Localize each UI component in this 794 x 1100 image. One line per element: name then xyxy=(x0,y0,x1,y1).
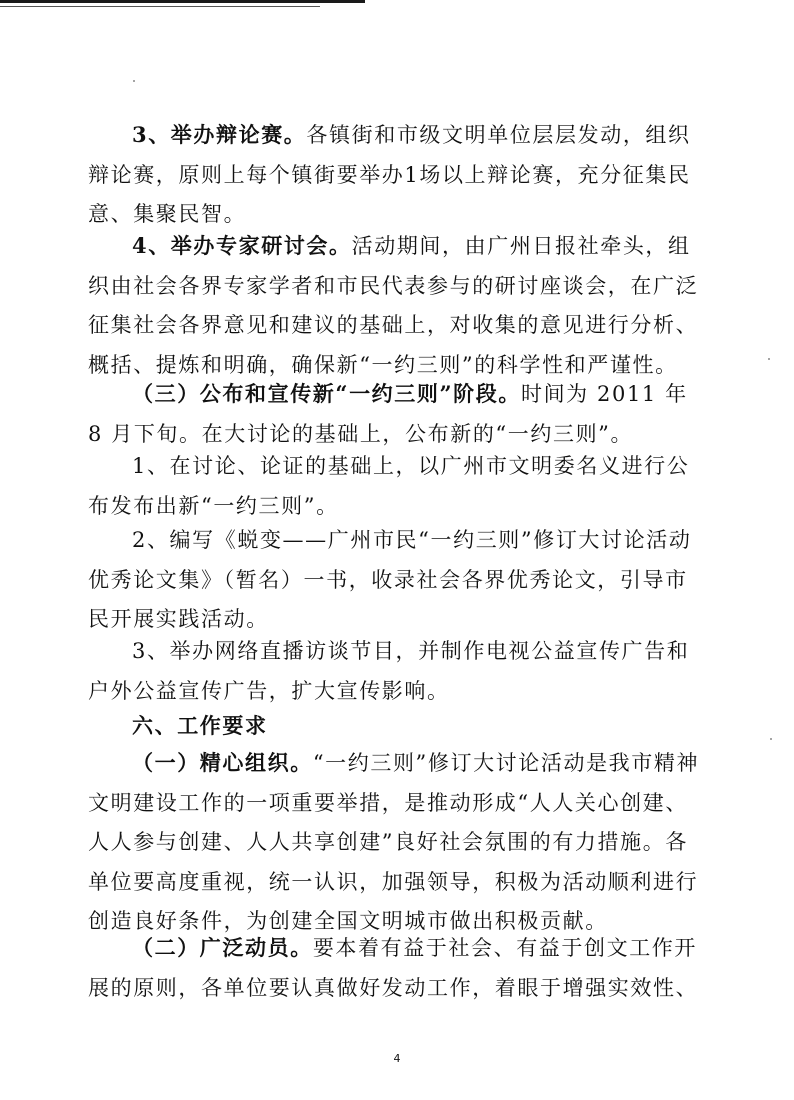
paragraph-item-1 xyxy=(88,447,708,526)
scan-speck xyxy=(133,80,135,82)
paragraph-mobilize xyxy=(88,928,708,1008)
scan-edge-line-thin xyxy=(0,6,320,7)
paragraph-lead: （一）精心组织。 xyxy=(132,750,313,775)
paragraph-text: “一约三则”修订大讨论活动是我市精神文明建设工作的一项重要举措，是推动形成“人人关心创建、人人参与创建、人人共享创建”良好社会氛围的有力措施。各单位要高度重视，统一认识，加强领导，积极为活动顺利进行创造良好条件，为创建全国文明城市做出积极贡献。 xyxy=(88,751,700,933)
paragraph-lead: 4、举办专家研讨会。 xyxy=(132,233,352,258)
section-heading: 六、工作要求 xyxy=(132,713,268,738)
paragraph-text: 3、举办网络直播访谈节目，并制作电视公益宣传广告和户外公益宣传广告，扩大宣传影响。 xyxy=(88,639,690,703)
paragraph-text: 1、在讨论、论证的基础上，以广州市文明委名义进行公布发布出新“一约三则”。 xyxy=(88,454,690,518)
paragraph-lead: （三）公布和宣传新“一约三则”阶段。 xyxy=(132,381,521,406)
page-number: 4 xyxy=(393,1052,401,1065)
paragraph-expert-seminar xyxy=(88,226,708,385)
paragraph-text: 要本着有益于社会、有益于创文工作开展的原则，各单位要认真做好发动工作，着眼于增强实效性、 xyxy=(88,936,699,1000)
scan-speck xyxy=(768,358,770,360)
paragraph-organize xyxy=(88,743,708,942)
paragraph-text: 活动期间，由广州日报社牵头，组织由社会各界专家学者和市民代表参与的研讨座谈会，在广泛征集社会各界意见和建议的基础上，对收集的意见进行分析、概括、提炼和明确，确保新“一约三则”的科学性和严谨性。 xyxy=(88,234,699,377)
paragraph-text: 2、编写《蜕变——广州市民“一约三则”修订大讨论活动优秀论文集》（暂名）一书，收录社会各界优秀论文，引导市民开展实践活动。 xyxy=(88,528,692,631)
paragraph-text: 各镇街和市级文明单位层层发动，组织辩论赛，原则上每个镇街要举办1场以上辩论赛，充分征集民意、集聚民智。 xyxy=(88,123,691,226)
paragraph-item-2 xyxy=(88,521,708,640)
paragraph-text: 时间为 2011 年 8 月下旬。在大讨论的基础上，公布新的“一约三则”。 xyxy=(88,382,688,446)
scan-edge-line xyxy=(0,0,365,3)
section-heading-work-requirements xyxy=(88,706,708,747)
scan-speck xyxy=(770,738,772,740)
paragraph-stage-three xyxy=(88,374,708,454)
paragraph-debate xyxy=(88,115,708,235)
paragraph-lead: （二）广泛动员。 xyxy=(132,935,313,960)
paragraph-item-3 xyxy=(88,632,708,711)
paragraph-lead: 3、举办辩论赛。 xyxy=(132,122,307,147)
